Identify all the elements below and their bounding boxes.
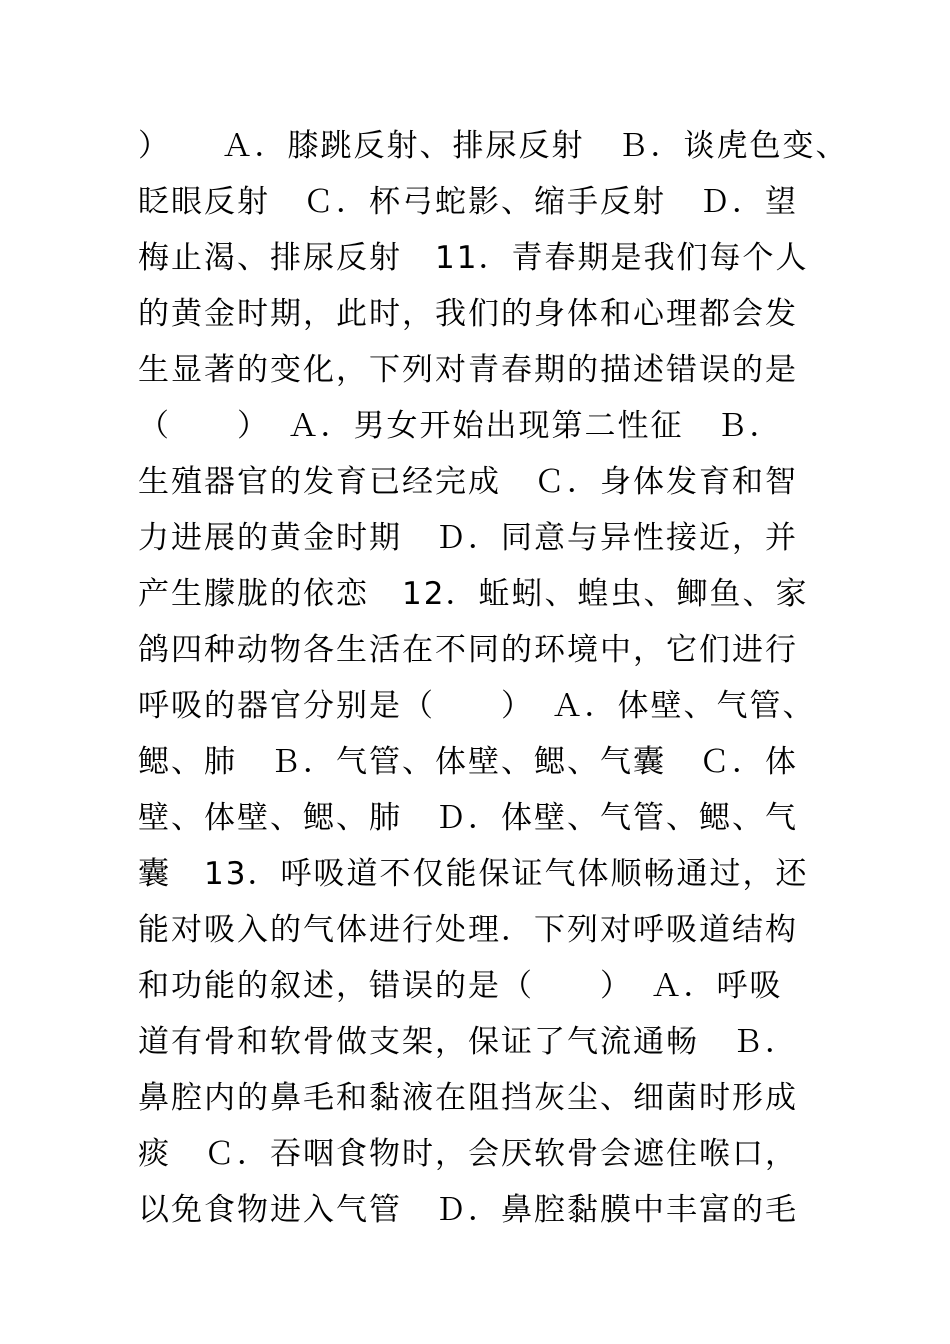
text-line: 和功能的叙述，错误的是（ ） Ａ．呼吸 bbox=[138, 968, 783, 1004]
text-line: 呼吸的器官分别是（ ） Ａ．体壁、气管、 bbox=[138, 688, 816, 724]
text-line: 力进展的黄金时期 Ｄ．同意与异性接近，并 bbox=[138, 520, 798, 556]
text-line: （ ） Ａ．男女开始出现第二性征 Ｂ． bbox=[138, 408, 783, 444]
text-line: 壁、体壁、鳃、肺 Ｄ．体壁、气管、鳃、气 bbox=[138, 800, 798, 836]
text-line: 鼻腔内的鼻毛和黏液在阻挡灰尘、细菌时形成 bbox=[138, 1080, 798, 1116]
text-line: 囊 13．呼吸道不仅能保证气体顺畅通过，还 bbox=[138, 856, 809, 892]
text-line: 能对吸入的气体进行处理．下列对呼吸道结构 bbox=[138, 912, 798, 948]
text-line: 梅止渴、排尿反射 11．青春期是我们每个人 bbox=[138, 240, 809, 276]
text-line: 鸽四种动物各生活在不同的环境中，它们进行 bbox=[138, 632, 798, 668]
text-line: 生殖器官的发育已经完成 Ｃ．身体发育和智 bbox=[138, 464, 798, 500]
text-line: 产生朦胧的依恋 12．蚯蚓、蝗虫、鲫鱼、家 bbox=[138, 576, 809, 612]
text-line: 痰 Ｃ．吞咽食物时，会厌软骨会遮住喉口， bbox=[138, 1136, 798, 1172]
text-line: 以免食物进入气管 Ｄ．鼻腔黏膜中丰富的毛 bbox=[138, 1192, 798, 1228]
body-text bbox=[138, 118, 849, 1238]
text-line: 生显著的变化，下列对青春期的描述错误的是 bbox=[138, 352, 798, 388]
text-line: 的黄金时期，此时，我们的身体和心理都会发 bbox=[138, 296, 798, 332]
text-line: 眨眼反射 Ｃ．杯弓蛇影、缩手反射 Ｄ．望 bbox=[138, 184, 798, 220]
text-line: 道有骨和软骨做支架，保证了气流通畅 Ｂ． bbox=[138, 1024, 798, 1060]
text-line: 鳃、肺 Ｂ．气管、体壁、鳃、气囊 Ｃ．体 bbox=[138, 744, 798, 780]
text-line: ） Ａ．膝跳反射、排尿反射 Ｂ．谈虎色变、 bbox=[138, 128, 849, 164]
